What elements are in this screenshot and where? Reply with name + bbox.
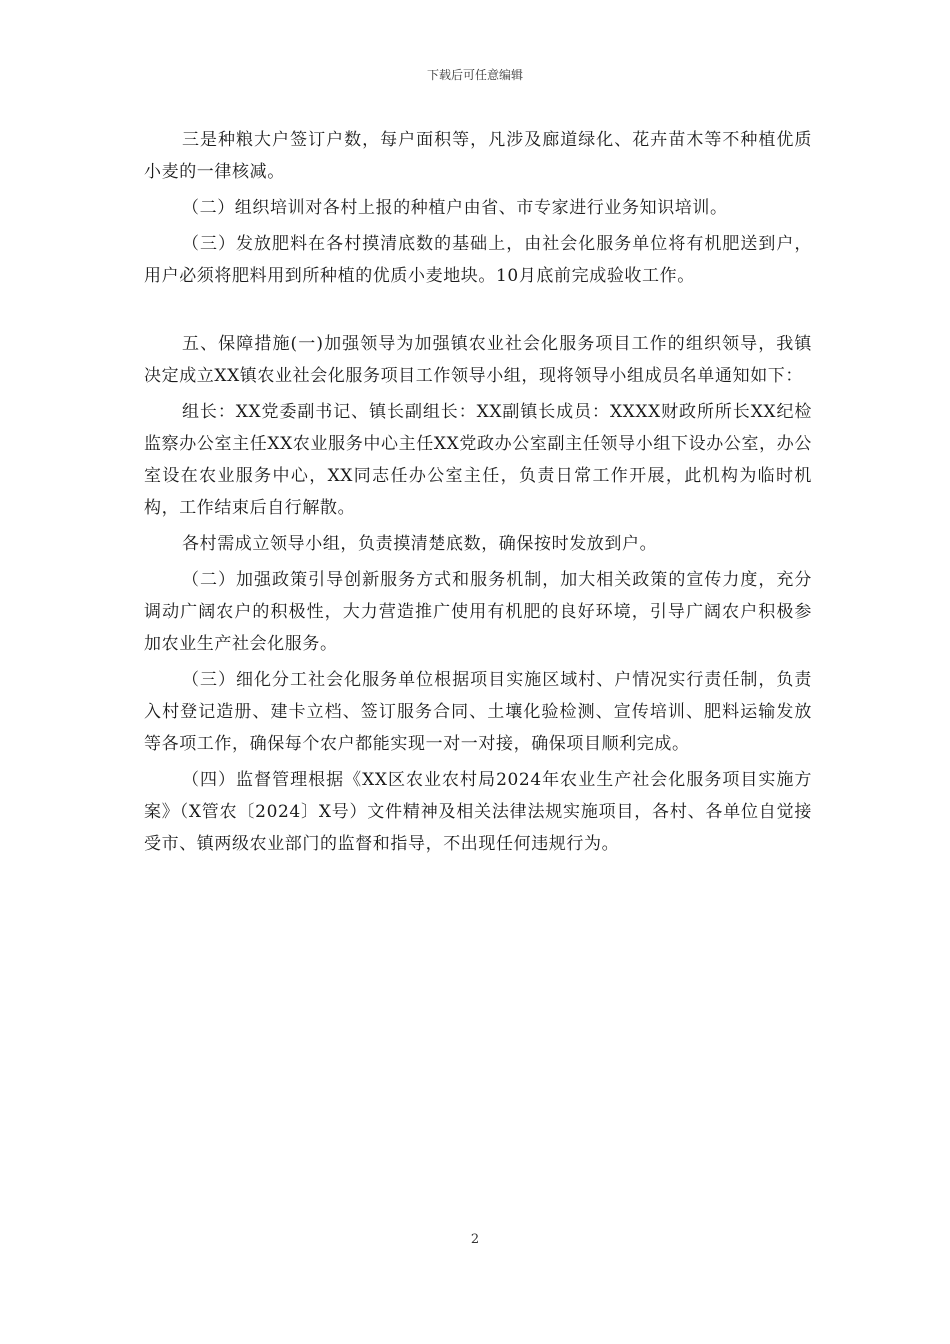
paragraph-village-groups: 各村需成立领导小组，负责摸清楚底数，确保按时发放到户。 — [182, 534, 658, 554]
paragraph-grain-households: 三是种粮大户签订户数，每户面积等，凡涉及廊道绿化、花卉苗木等不种植优质小麦的一律核减。 — [144, 130, 812, 182]
paragraph-distribute-fertilizer: （三）发放肥料在各村摸清底数的基础上，由社会化服务单位将有机肥送到户，用户必须将肥料用到所种植的优质小麦地块。10月底前完成验收工作。 — [144, 234, 812, 286]
paragraph-safeguard-measures: 五、保障措施(一)加强领导为加强镇农业社会化服务项目工作的组织领导，我镇决定成立XX镇农业社会化服务项目工作领导小组，现将领导小组成员名单通知如下： — [144, 334, 812, 386]
document-body — [144, 124, 812, 864]
paragraph-leadership-group: 组长：XX党委副书记、镇长副组长：XX副镇长成员：XXXX财政所所长XX纪检监察办公室主任XX农业服务中心主任XX党政办公室副主任领导小组下设办公室，办公室设在农业服务中心，XX同志任办公室主任，负责日常工作开展，此机构为临时机构，工作结束后自行解散。 — [144, 402, 812, 518]
paragraph-organize-training: （二）组织培训对各村上报的种植户由省、市专家进行业务知识培训。 — [182, 198, 728, 218]
paragraph-policy-guidance: （二）加强政策引导创新服务方式和服务机制，加大相关政策的宣传力度，充分调动广阔农户的积极性，大力营造推广使用有机肥的良好环境，引导广阔农户积极参加农业生产社会化服务。 — [144, 570, 812, 654]
page-header: 下载后可任意编辑 — [426, 68, 523, 82]
paragraph-division-of-labor: （三）细化分工社会化服务单位根据项目实施区域村、户情况实行责任制，负责入村登记造册、建卡立档、签订服务合同、土壤化验检测、宣传培训、肥料运输发放等各项工作，确保每个农户都能实现一对一对接，确保项目顺利完成。 — [144, 670, 812, 754]
paragraph-supervision: （四）监督管理根据《XX区农业农村局2024年农业生产社会化服务项目实施方案》（X管农〔2024〕X号）文件精神及相关法律法规实施项目，各村、各单位自觉接受市、镇两级农业部门的监督和指导，不出现任何违规行为。 — [144, 770, 812, 854]
page-number: 2 — [470, 1232, 480, 1247]
